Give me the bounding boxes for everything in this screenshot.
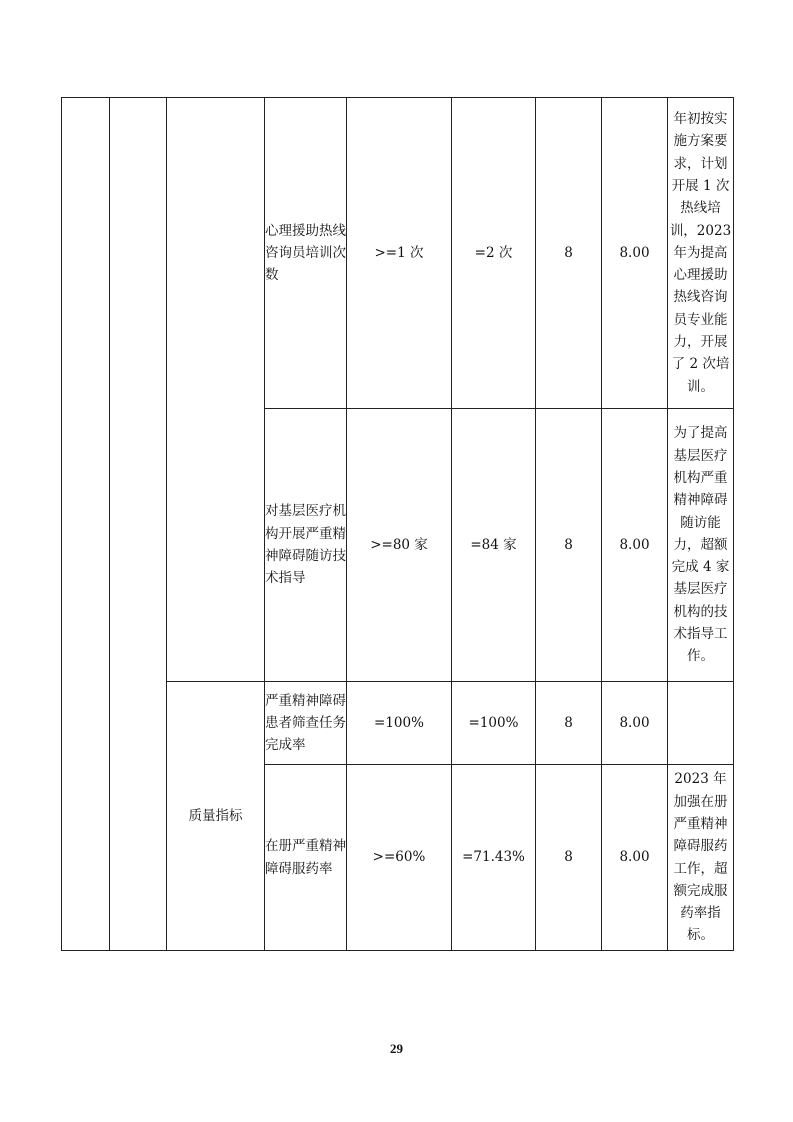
actual-value-cell: =71.43% xyxy=(452,765,536,951)
remark-cell: 2023 年加强在册严重精神障碍服药工作，超额完成服药率指标。 xyxy=(668,765,734,951)
remark-cell: 年初按实施方案要求，计划开展 1 次热线培训，2023 年为提高心理援助热线咨询员专业能力，开展了 2 次培训。 xyxy=(668,98,734,409)
score-cell: 8.00 xyxy=(602,98,668,409)
target-value-cell: >=60% xyxy=(347,765,452,951)
target-value-cell: >=80 家 xyxy=(347,409,452,682)
score-cell: 8.00 xyxy=(602,682,668,765)
indicator-name-cell: 严重精神障碍患者筛查任务完成率 xyxy=(265,682,347,765)
weight-cell: 8 xyxy=(536,682,602,765)
target-value-cell: >=1 次 xyxy=(347,98,452,409)
weight-cell: 8 xyxy=(536,98,602,409)
weight-cell: 8 xyxy=(536,765,602,951)
level3-cell xyxy=(167,98,265,682)
actual-value-cell: =100% xyxy=(452,682,536,765)
actual-value-cell: =84 家 xyxy=(452,409,536,682)
table-row xyxy=(62,98,734,409)
target-value-cell: =100% xyxy=(347,682,452,765)
score-cell: 8.00 xyxy=(602,409,668,682)
remark-cell xyxy=(668,682,734,765)
indicator-name-cell: 在册严重精神障碍服药率 xyxy=(265,765,347,951)
indicator-name-cell: 心理援助热线咨询员培训次数 xyxy=(265,98,347,409)
performance-indicator-table xyxy=(61,97,734,951)
level2-cell xyxy=(110,98,167,951)
page-number: 29 xyxy=(390,1041,403,1056)
indicator-name-cell: 对基层医疗机构开展严重精神障碍随访技术指导 xyxy=(265,409,347,682)
score-cell: 8.00 xyxy=(602,765,668,951)
quality-indicator-label: 质量指标 xyxy=(167,682,265,951)
weight-cell: 8 xyxy=(536,409,602,682)
actual-value-cell: =2 次 xyxy=(452,98,536,409)
level1-cell xyxy=(62,98,110,951)
remark-cell: 为了提高基层医疗机构严重精神障碍随访能力，超额完成 4 家基层医疗机构的技术指导工作。 xyxy=(668,409,734,682)
